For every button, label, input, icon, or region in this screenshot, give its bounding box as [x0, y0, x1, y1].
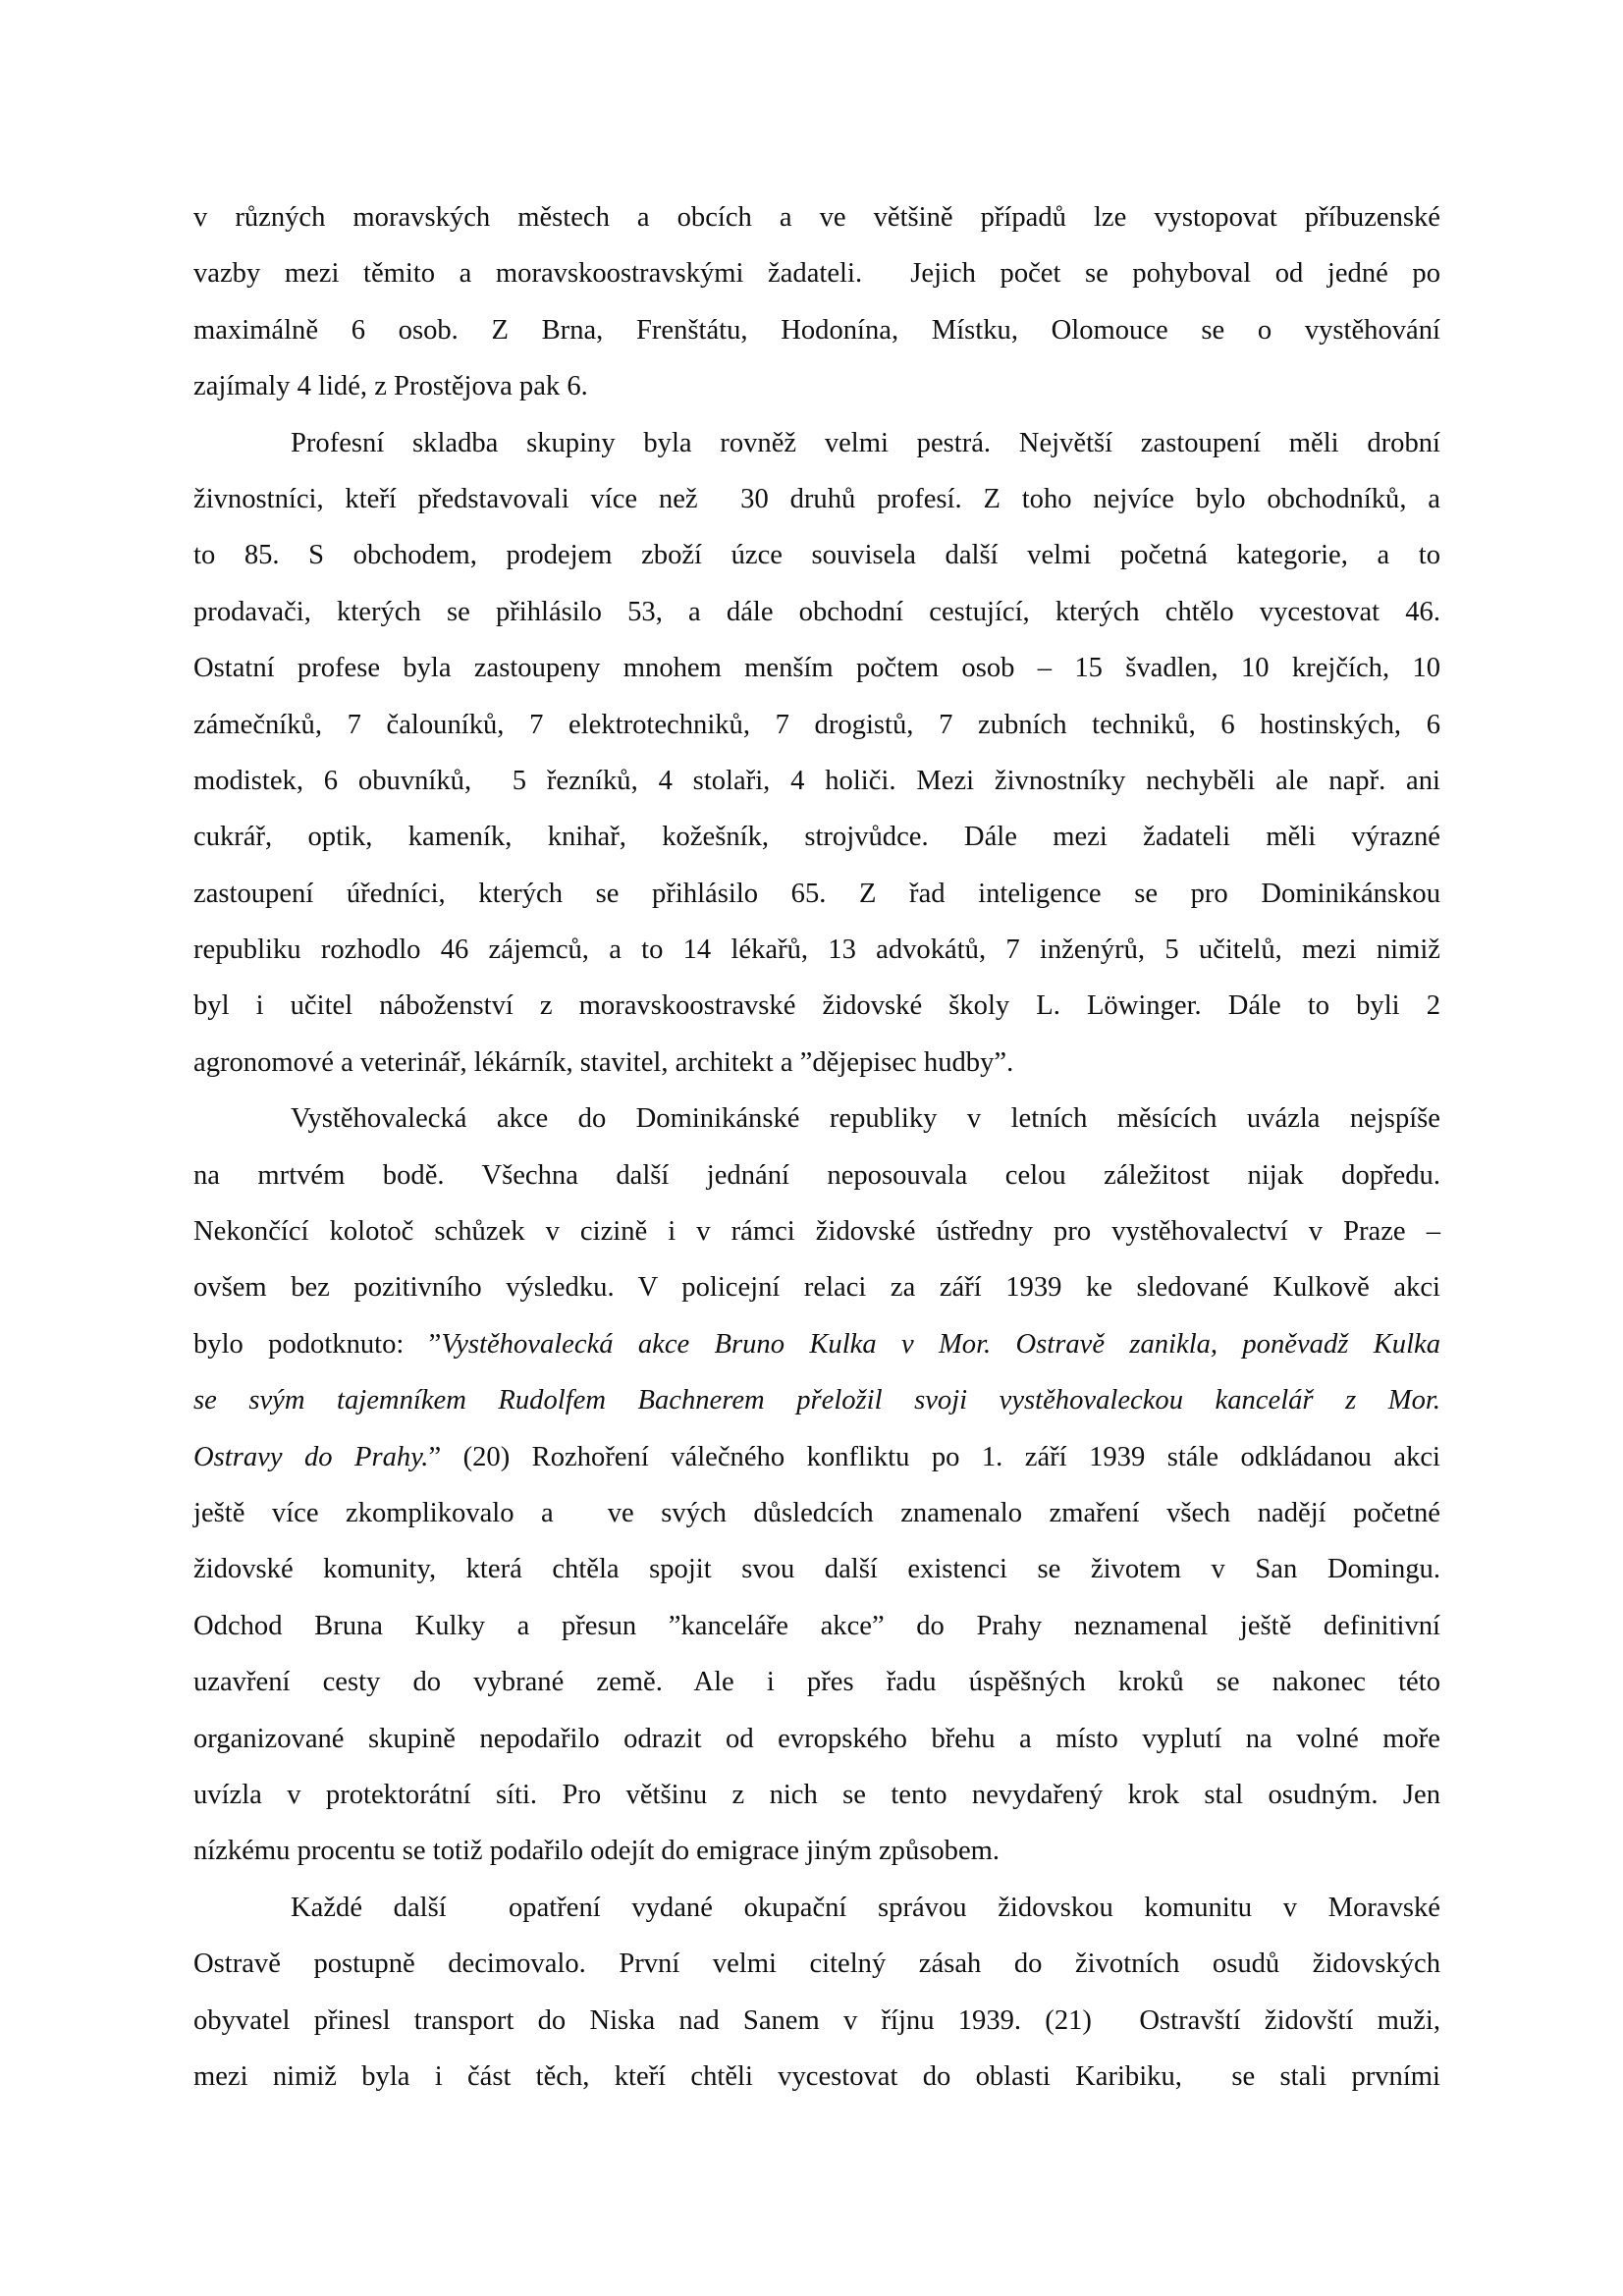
text-segment: vazby mezi těmito a moravskoostravskými žadateli. Jejich počet se pohyboval od jedné po [193, 258, 1440, 290]
text-line [193, 2049, 1440, 2105]
text-line [193, 1429, 1440, 1485]
text-segment: Vystěhovalecká akce do Dominikánské republiky v letních měsících uvázla nejspíše [291, 1103, 1440, 1135]
text-line [193, 1880, 1440, 1936]
text-line [193, 245, 1440, 301]
text-line [193, 1485, 1440, 1541]
text-segment: nízkému procentu se totiž podařilo odejít do emigrace jiným způsobem. [193, 1836, 1001, 1867]
text-segment: Nekončící kolotoč schůzek v cizině i v rámci židovské ústředny pro vystěhovalectví v Praze – [193, 1216, 1440, 1248]
text-line [193, 753, 1440, 809]
text-line [193, 978, 1440, 1034]
text-segment: bylo podotknuto: ” [193, 1328, 442, 1360]
text-line [193, 358, 1440, 414]
text-line [193, 415, 1440, 471]
quoted-text-italic: Vystěhovalecká akce Bruno Kulka v Mor. Ostravě zanikla, poněvadž Kulka [441, 1328, 1440, 1360]
text-line [193, 697, 1440, 753]
text-line [193, 1316, 1440, 1372]
text-line [193, 302, 1440, 358]
text-segment: obyvatel přinesl transport do Niska nad Sanem v říjnu 1939. (21) Ostravští židovští muži, [193, 2004, 1440, 2036]
document-body [193, 189, 1440, 2105]
paragraph [193, 1880, 1440, 2106]
text-segment: na mrtvém bodě. Všechna další jednání neposouvala celou záležitost nijak dopředu. [193, 1159, 1440, 1191]
paragraph [193, 1091, 1440, 1879]
text-segment: uzavření cesty do vybrané země. Ale i přes řadu úspěšných kroků se nakonec této [193, 1667, 1440, 1698]
text-segment: Odchod Bruna Kulky a přesun ”kanceláře akce” do Prahy neznamenal ještě definitivní [193, 1610, 1440, 1641]
text-line [193, 584, 1440, 640]
text-segment: ” (20) Rozhoření válečného konfliktu po 1. září 1939 stále odkládanou akci [428, 1441, 1441, 1472]
paragraph [193, 189, 1440, 415]
text-line [193, 1148, 1440, 1203]
text-line [193, 471, 1440, 527]
text-line [193, 1259, 1440, 1315]
quoted-text-italic: Ostravy do Prahy. [193, 1441, 429, 1472]
text-line [193, 1203, 1440, 1259]
paragraph [193, 415, 1440, 1092]
quoted-text-italic: se svým tajemníkem Rudolfem Bachnerem přeložil svoji vystěhovaleckou kancelář z Mor. [193, 1385, 1440, 1416]
text-line [193, 1767, 1440, 1823]
text-segment: v různých moravských městech a obcích a ve většině případů lze vystopovat příbuzenské [193, 202, 1440, 233]
text-segment: uvízla v protektorátní síti. Pro většinu z nich se tento nevydařený krok stal osudným. Jen [193, 1779, 1440, 1810]
text-line [193, 527, 1440, 583]
text-segment: živnostníci, kteří představovali více než 30 druhů profesí. Z toho nejvíce bylo obchodníků, a [193, 483, 1440, 514]
text-line [193, 1823, 1440, 1879]
text-line [193, 1541, 1440, 1597]
text-line [193, 1711, 1440, 1767]
text-line [193, 1035, 1440, 1091]
text-line [193, 1936, 1440, 1992]
text-segment: zámečníků, 7 čalouníků, 7 elektrotechniků, 7 drogistů, 7 zubních techniků, 6 hostinských, 6 [193, 709, 1440, 740]
text-segment: Ostravě postupně decimovalo. První velmi citelný zásah do životních osudů židovských [193, 1949, 1440, 1980]
text-segment: zastoupení úředníci, kterých se přihlásilo 65. Z řad inteligence se pro Dominikánskou [193, 878, 1440, 909]
text-segment: Ostatní profese byla zastoupeny mnohem menším počtem osob – 15 švadlen, 10 krejčích, 10 [193, 653, 1440, 684]
text-segment: organizované skupině nepodařilo odrazit od evropského břehu a místo vyplutí na volné moře [193, 1723, 1440, 1754]
text-segment: zajímaly 4 lidé, z Prostějova pak 6. [193, 371, 588, 402]
text-line [193, 809, 1440, 865]
text-segment: modistek, 6 obuvníků, 5 řezníků, 4 stolaři, 4 holiči. Mezi živnostníky nechyběli ale např. ani [193, 765, 1440, 796]
text-line [193, 1598, 1440, 1654]
text-line [193, 1091, 1440, 1147]
text-line [193, 1654, 1440, 1710]
text-line [193, 189, 1440, 245]
text-segment: ještě více zkomplikovalo a ve svých důsledcích znamenalo zmaření všech nadějí početné [193, 1497, 1440, 1528]
text-line [193, 1372, 1440, 1428]
text-segment: maximálně 6 osob. Z Brna, Frenštátu, Hodonína, Místku, Olomouce se o vystěhování [193, 314, 1440, 346]
text-line [193, 1993, 1440, 2049]
text-segment: Profesní skladba skupiny byla rovněž velmi pestrá. Největší zastoupení měli drobní [291, 427, 1440, 458]
text-segment: byl i učitel náboženství z moravskoostravské židovské školy L. Löwinger. Dále to byli 2 [193, 990, 1440, 1022]
text-segment: židovské komunity, která chtěla spojit svou další existenci se životem v San Domingu. [193, 1554, 1440, 1585]
text-segment: republiku rozhodlo 46 zájemců, a to 14 lékařů, 13 advokátů, 7 inženýrů, 5 učitelů, mezi nimiž [193, 934, 1440, 966]
text-segment: to 85. S obchodem, prodejem zboží úzce souvisela další velmi početná kategorie, a to [193, 540, 1440, 571]
text-line [193, 640, 1440, 696]
text-segment: cukrář, optik, kameník, knihař, kožešník, strojvůdce. Dále mezi žadateli měli výrazné [193, 822, 1440, 853]
text-segment: ovšem bez pozitivního výsledku. V policejní relaci za září 1939 ke sledované Kulkově akci [193, 1272, 1440, 1304]
text-line [193, 866, 1440, 922]
text-segment: mezi nimiž byla i část těch, kteří chtěli vycestovat do oblasti Karibiku, se stali prvními [193, 2060, 1440, 2092]
text-segment: agronomové a veterinář, lékárník, stavitel, architekt a ”dějepisec hudby”. [193, 1046, 1014, 1078]
text-segment: Každé další opatření vydané okupační správou židovskou komunitu v Moravské [291, 1892, 1440, 1923]
text-line [193, 922, 1440, 978]
text-segment: prodavači, kterých se přihlásilo 53, a dále obchodní cestující, kterých chtělo vycestovat 46. [193, 596, 1440, 627]
